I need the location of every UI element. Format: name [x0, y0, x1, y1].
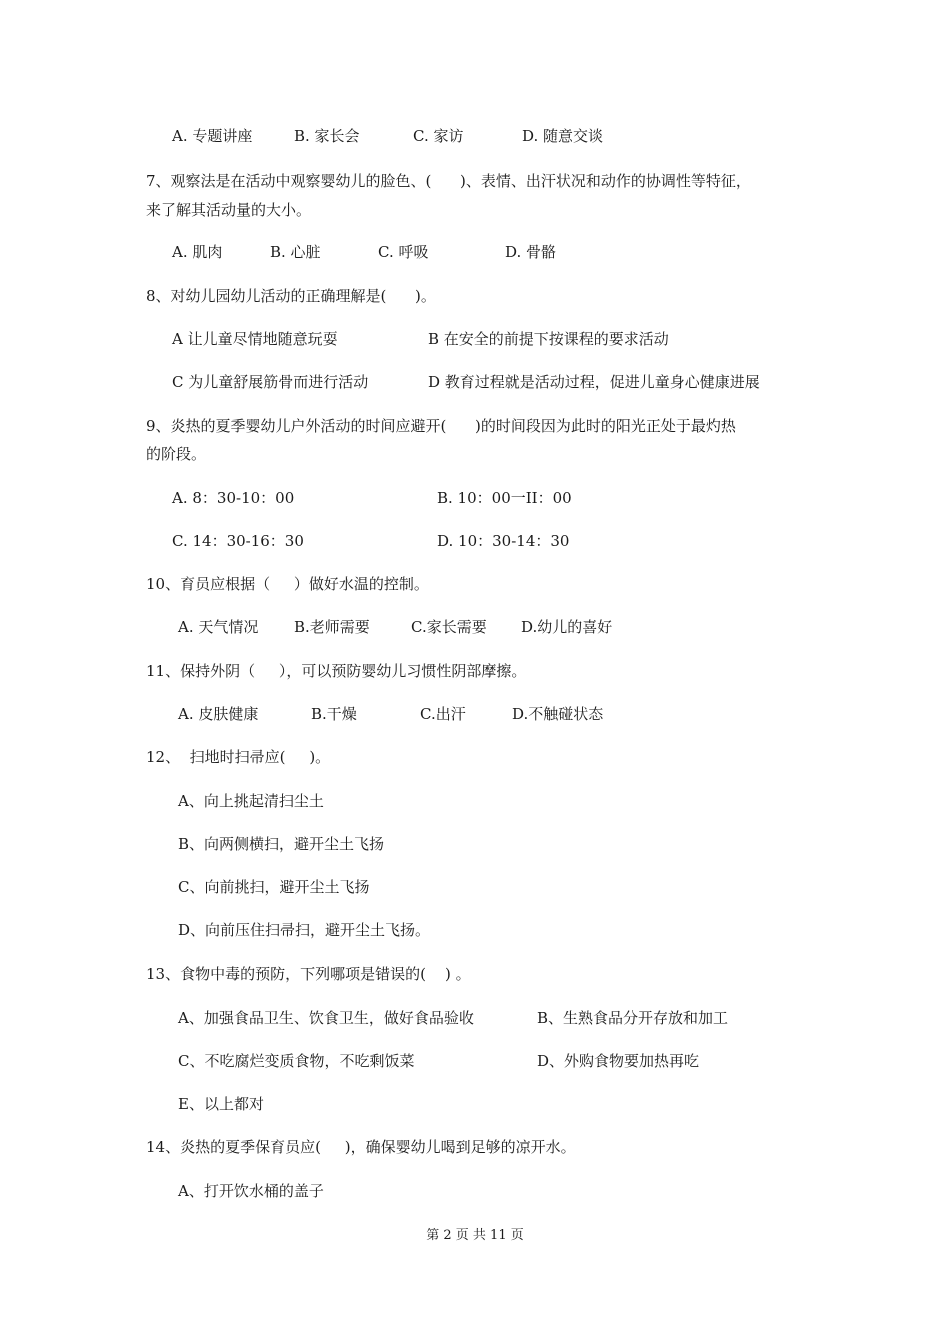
q12-option-d: D、向前压住扫帚扫，避开尘土飞扬。 — [178, 921, 431, 939]
q6-option-b: B. 家长会 — [294, 127, 360, 145]
q10-option-b: B.老师需要 — [294, 618, 370, 636]
question-7-line-1: 7、观察法是在活动中观察婴幼儿的脸色、( )、表情、出汗状况和动作的协调性等特征， — [146, 172, 751, 190]
q7-option-a: A. 肌肉 — [172, 243, 223, 261]
q6-option-a: A. 专题讲座 — [172, 127, 253, 145]
q8-option-a: A 让儿童尽情地随意玩耍 — [172, 330, 338, 348]
q7-option-c: C. 呼吸 — [378, 243, 429, 261]
q13-option-e: E、以上都对 — [178, 1095, 264, 1113]
q7-option-d: D. 骨骼 — [505, 243, 557, 261]
q9-option-b: B. 10：00一II：00 — [437, 489, 572, 507]
q12-option-a: A、向上挑起清扫尘土 — [178, 792, 324, 810]
question-9-line-1: 9、炎热的夏季婴幼儿户外活动的时间应避开( )的时间段因为此时的阳光正处于最灼热 — [146, 417, 736, 435]
q8-option-c: C 为儿童舒展筋骨而进行活动 — [172, 373, 369, 391]
question-11: 11、保持外阴（ ），可以预防婴幼儿习惯性阴部摩擦。 — [146, 662, 527, 680]
q11-option-b: B.干燥 — [311, 705, 357, 723]
q13-option-c: C、不吃腐烂变质食物，不吃剩饭菜 — [178, 1052, 415, 1070]
q11-option-c: C.出汗 — [420, 705, 466, 723]
q14-option-a: A、打开饮水桶的盖子 — [178, 1182, 324, 1200]
question-9-line-2: 的阶段。 — [146, 445, 207, 463]
q13-option-b: B、生熟食品分开存放和加工 — [537, 1009, 729, 1027]
q13-option-a: A、加强食品卫生、饮食卫生，做好食品验收 — [178, 1009, 474, 1027]
q9-option-a: A. 8：30-10：00 — [172, 489, 295, 507]
q13-option-d: D、外购食物要加热再吃 — [537, 1052, 700, 1070]
q6-option-c: C. 家访 — [413, 127, 464, 145]
q12-option-b: B、向两侧横扫，避开尘土飞扬 — [178, 835, 385, 853]
question-13: 13、食物中毒的预防，下列哪项是错误的( ) 。 — [146, 965, 471, 983]
question-10: 10、育员应根据（ ）做好水温的控制。 — [146, 575, 429, 593]
question-12: 12、 扫地时扫帚应( )。 — [146, 748, 331, 766]
q8-option-b: B 在安全的前提下按课程的要求活动 — [428, 330, 669, 348]
question-7-line-2: 来了解其活动量的大小。 — [146, 201, 312, 219]
q6-option-d: D. 随意交谈 — [522, 127, 604, 145]
q10-option-a: A. 天气情况 — [178, 618, 259, 636]
q10-option-d: D.幼儿的喜好 — [521, 618, 613, 636]
question-8: 8、对幼儿园幼儿活动的正确理解是( )。 — [146, 287, 436, 305]
q11-option-a: A. 皮肤健康 — [178, 705, 259, 723]
q10-option-c: C.家长需要 — [411, 618, 487, 636]
q9-option-c: C. 14：30-16：30 — [172, 532, 304, 550]
q8-option-d: D 教育过程就是活动过程，促进儿童身心健康进展 — [428, 373, 760, 391]
question-14: 14、炎热的夏季保育员应( )，确保婴幼儿喝到足够的凉开水。 — [146, 1138, 576, 1156]
q9-option-d: D. 10：30-14：30 — [437, 532, 570, 550]
q11-option-d: D.不触碰状态 — [512, 705, 604, 723]
page-footer: 第 2 页 共 11 页 — [426, 1228, 524, 1243]
q7-option-b: B. 心脏 — [270, 243, 321, 261]
q12-option-c: C、向前挑扫，避开尘土飞扬 — [178, 878, 370, 896]
